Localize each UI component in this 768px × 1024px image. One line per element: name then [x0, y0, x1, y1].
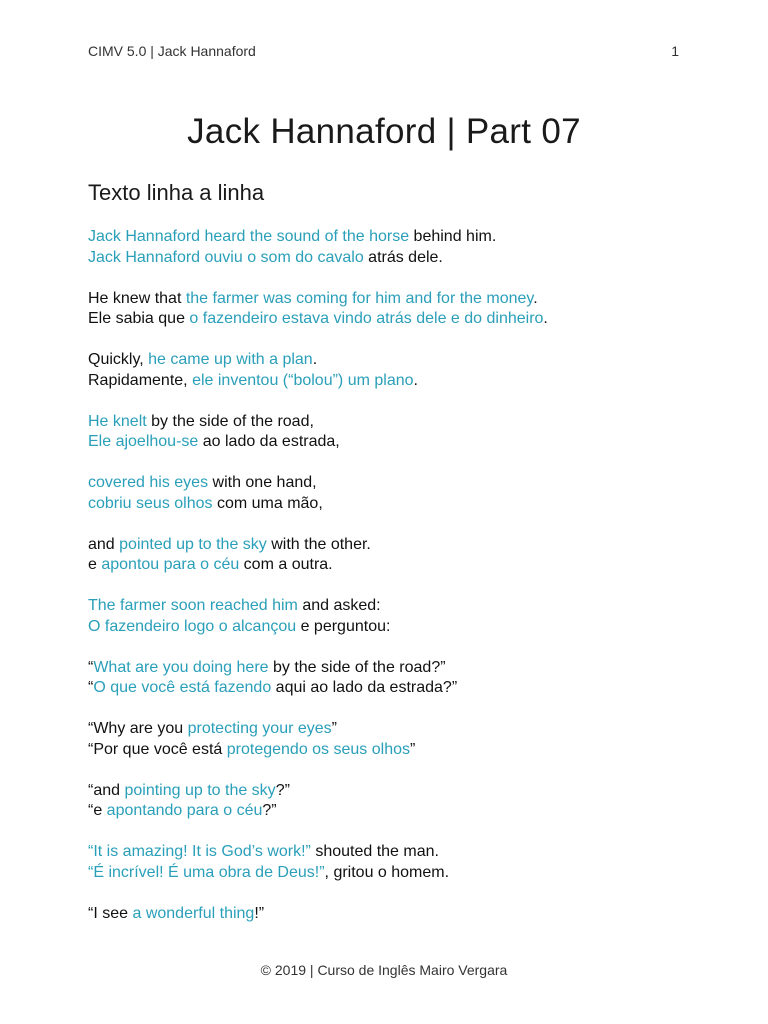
document-title: Jack Hannaford | Part 07: [187, 112, 581, 151]
plain-text: aqui ao lado da estrada?”: [271, 679, 458, 696]
line-pair: [88, 227, 688, 268]
portuguese-line: [88, 494, 688, 515]
highlighted-phrase: Jack Hannaford ouviu o som do cavalo: [88, 248, 364, 266]
plain-text: e perguntou:: [296, 617, 391, 635]
english-line: [88, 535, 688, 556]
plain-text: Rapidamente,: [88, 371, 193, 389]
page-number: 1: [671, 43, 679, 59]
plain-text: with the other.: [266, 535, 371, 553]
highlighted-phrase: covered his eyes: [88, 474, 209, 491]
line-pair: [88, 719, 688, 760]
english-line: [88, 473, 688, 494]
plain-text: and asked:: [297, 597, 381, 614]
plain-text: ”: [331, 720, 337, 737]
plain-text: Ele sabia que: [88, 310, 190, 327]
english-line: [88, 227, 688, 248]
line-pair: [88, 350, 688, 391]
plain-text: by the side of the road?”: [268, 658, 446, 676]
highlighted-phrase: What are you doing here: [93, 658, 269, 676]
plain-text: .: [413, 371, 418, 389]
english-line: [88, 904, 688, 925]
line-pair: [88, 781, 688, 822]
highlighted-phrase: “It is amazing! It is God’s work!”: [88, 843, 311, 860]
line-by-line-text: [88, 227, 688, 945]
plain-text: Quickly,: [88, 351, 149, 368]
plain-text: .: [312, 351, 318, 368]
plain-text: com a outra.: [239, 556, 333, 573]
page-footer: © 2019 | Curso de Inglês Mairo Vergara: [260, 962, 508, 978]
highlighted-phrase: ele inventou (“bolou”) um plano: [192, 371, 414, 389]
plain-text: “Por que você está: [88, 740, 227, 758]
english-line: [88, 781, 688, 802]
portuguese-line: [88, 863, 688, 884]
plain-text: behind him.: [409, 228, 497, 245]
english-line: [88, 596, 688, 617]
plain-text: .: [543, 310, 548, 327]
plain-text: with one hand,: [208, 474, 317, 491]
english-line: [88, 350, 688, 371]
plain-text: , gritou o homem.: [324, 863, 450, 881]
line-pair: [88, 473, 688, 514]
plain-text: “Why are you: [88, 720, 188, 737]
plain-text: by the side of the road,: [146, 412, 314, 430]
plain-text: ?”: [275, 781, 290, 799]
plain-text: e: [88, 556, 102, 573]
plain-text: “I see: [88, 904, 133, 922]
plain-text: atrás dele.: [363, 248, 443, 266]
plain-text: .: [533, 289, 538, 307]
line-pair: [88, 289, 688, 330]
line-pair: [88, 412, 688, 453]
highlighted-phrase: cobriu seus olhos: [88, 494, 213, 512]
highlighted-phrase: O que você está fazendo: [93, 679, 272, 696]
portuguese-line: [88, 740, 688, 761]
line-pair: [88, 842, 688, 883]
portuguese-line: [88, 371, 688, 392]
highlighted-phrase: protecting your eyes: [187, 720, 332, 737]
plain-text: !”: [254, 904, 265, 922]
highlighted-phrase: The farmer soon reached him: [88, 597, 298, 614]
plain-text: ”: [410, 740, 416, 758]
portuguese-line: [88, 248, 688, 269]
english-line: [88, 289, 688, 310]
line-pair: [88, 904, 688, 925]
portuguese-line: [88, 617, 688, 638]
plain-text: He knew that: [88, 289, 186, 307]
portuguese-line: [88, 678, 688, 699]
plain-text: “and: [88, 781, 125, 799]
portuguese-line: [88, 432, 688, 453]
portuguese-line: [88, 555, 688, 576]
plain-text: “e: [88, 802, 107, 819]
plain-text: “: [88, 679, 94, 696]
plain-text: ao lado da estrada,: [198, 433, 340, 450]
highlighted-phrase: pointing up to the sky: [124, 781, 276, 799]
portuguese-line: [88, 801, 688, 822]
highlighted-phrase: o fazendeiro estava vindo atrás dele e do dinheiro: [189, 310, 544, 327]
plain-text: shouted the man.: [310, 843, 439, 860]
highlighted-phrase: Ele ajoelhou-se: [88, 433, 199, 450]
highlighted-phrase: apontando para o céu: [106, 802, 263, 819]
highlighted-phrase: he came up with a plan: [148, 351, 313, 368]
section-heading: Texto linha a linha: [88, 180, 265, 205]
english-line: [88, 842, 688, 863]
plain-text: ?”: [262, 802, 277, 819]
highlighted-phrase: Jack Hannaford heard the sound of the horse: [88, 228, 410, 245]
english-line: [88, 658, 688, 679]
plain-text: “: [88, 658, 94, 676]
highlighted-phrase: the farmer was coming for him and for the money: [185, 289, 534, 307]
plain-text: and: [88, 535, 120, 553]
running-header: CIMV 5.0 | Jack Hannaford: [88, 43, 256, 59]
highlighted-phrase: “É incrível! É uma obra de Deus!”: [88, 863, 325, 881]
highlighted-phrase: apontou para o céu: [101, 556, 240, 573]
highlighted-phrase: a wonderful thing: [132, 904, 255, 922]
plain-text: com uma mão,: [212, 494, 323, 512]
english-line: [88, 412, 688, 433]
highlighted-phrase: He knelt: [88, 412, 147, 430]
highlighted-phrase: pointed up to the sky: [119, 535, 267, 553]
line-pair: [88, 596, 688, 637]
line-pair: [88, 535, 688, 576]
english-line: [88, 719, 688, 740]
highlighted-phrase: O fazendeiro logo o alcançou: [88, 617, 297, 635]
line-pair: [88, 658, 688, 699]
portuguese-line: [88, 309, 688, 330]
highlighted-phrase: protegendo os seus olhos: [226, 740, 410, 758]
